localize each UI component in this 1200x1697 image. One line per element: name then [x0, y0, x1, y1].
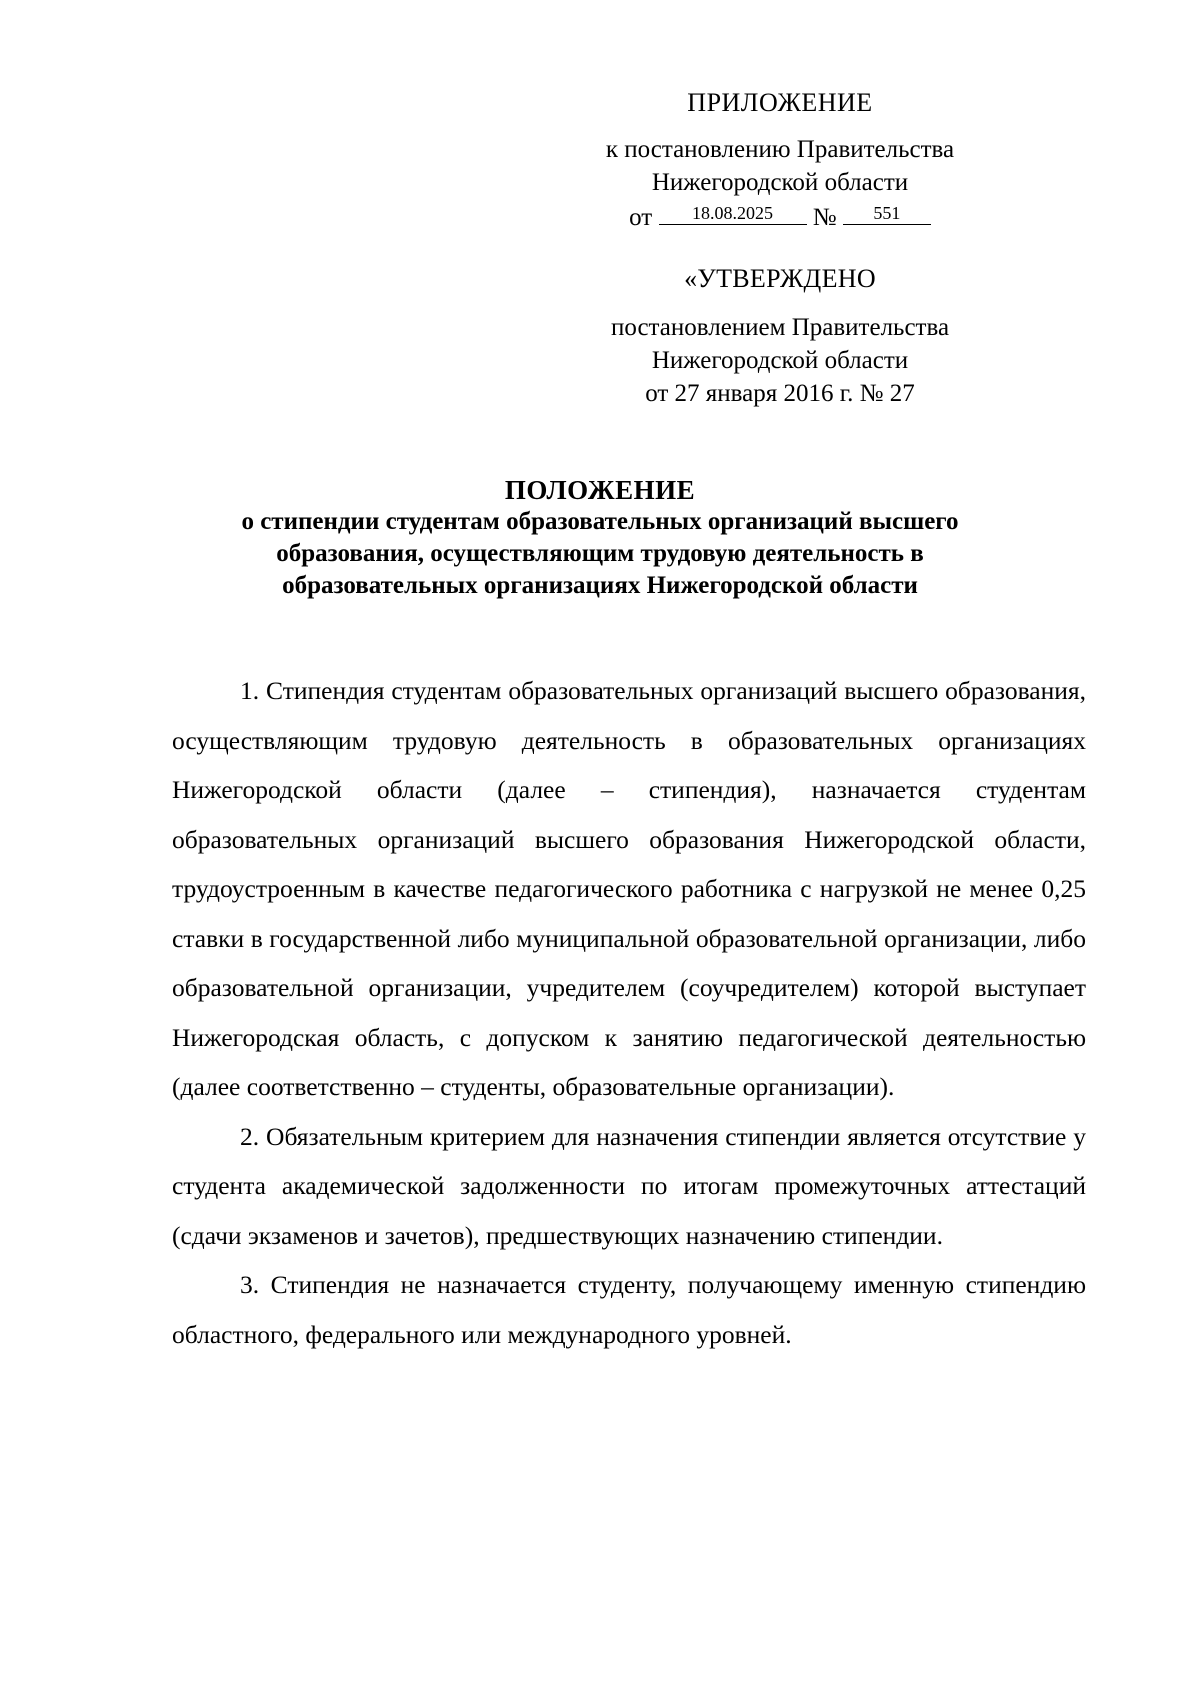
appendix-header: [560, 86, 1000, 234]
document-title-line-1: о стипендии студентам образовательных организаций высшего: [241, 508, 959, 535]
resolution-number: 551: [843, 202, 931, 225]
from-prefix: от: [629, 204, 653, 231]
document-title-main: ПОЛОЖЕНИЕ: [504, 475, 696, 505]
approved-title: «УТВЕРЖДЕНО: [684, 264, 876, 293]
approved-block: [560, 262, 1000, 410]
approved-line-1: постановлением Правительства: [610, 314, 950, 341]
resolution-date: 18.08.2025: [659, 202, 807, 225]
number-sign: №: [812, 204, 837, 231]
appendix-line-1: к постановлению Правительства: [605, 136, 955, 163]
paragraph-1: 1. Стипендия студентам образовательных организаций высшего образования, осуществляющим трудовую деятельность в образовательных организациях Нижегородской области (далее – стипендия), назначается студентам образовательных организаций высшего образования Нижегородской области, трудоустроенным в качестве педагогического работника с нагрузкой не менее 0,25 ставки в государственной либо муниципальной образовательной организации, либо образовательной организации, учредителем (соучредителем) которой выступает Нижегородская область, с допуском к занятию педагогической деятельностью (далее соответственно – студенты, образовательные организации).: [172, 676, 1086, 1101]
document-title-line-3: образовательных организациях Нижегородской области: [282, 572, 918, 599]
approved-line-2: Нижегородской области: [651, 347, 909, 374]
document-title: [170, 474, 1030, 602]
document-body: [172, 666, 1086, 1359]
paragraph-2: 2. Обязательным критерием для назначения стипендии является отсутствие у студента академической задолженности по итогам промежуточных аттестаций (сдачи экзаменов и зачетов), предшествующих назначению стипендии.: [172, 1121, 1086, 1250]
appendix-line-2: Нижегородской области: [651, 169, 909, 196]
approved-line-3: от 27 января 2016 г. № 27: [645, 380, 915, 407]
paragraph-3: 3. Стипендия не назначается студенту, получающему именную стипендию областного, федерального или международного уровней.: [172, 1270, 1086, 1349]
document-title-line-2: образования, осуществляющим трудовую деятельность в: [276, 540, 924, 567]
resolution-date-number-row: [560, 201, 1000, 234]
appendix-title: ПРИЛОЖЕНИЕ: [687, 88, 873, 117]
